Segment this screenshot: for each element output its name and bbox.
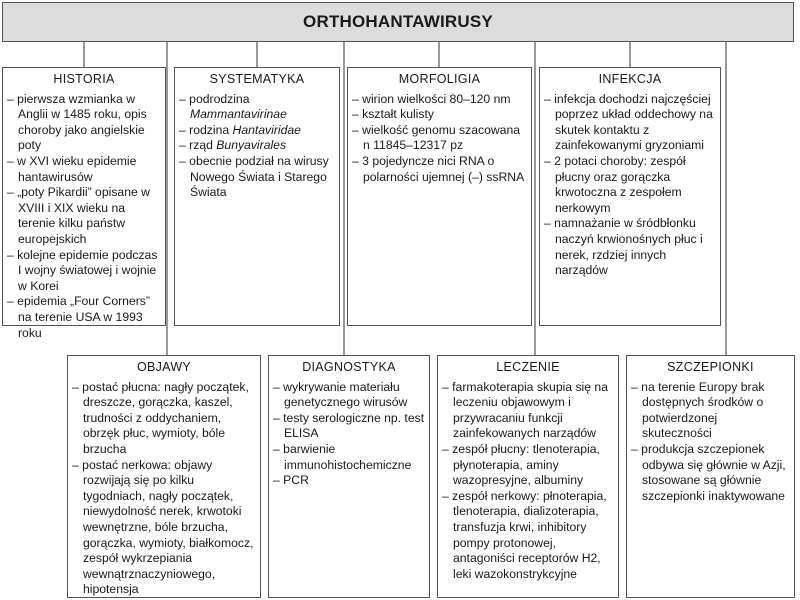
box-szczepionki xyxy=(626,355,795,598)
item-list xyxy=(442,380,614,583)
list-item xyxy=(631,380,790,442)
item-text: kształt kulisty xyxy=(362,107,434,122)
item-list xyxy=(72,380,256,598)
item-text: 3 pojedyncze nici RNA o polarności ujemnej (–) ssRNA xyxy=(362,153,525,184)
item-text: barwienie immunohistochemiczne xyxy=(283,441,412,472)
box-heading: DIAGNOSTYKA xyxy=(302,360,396,374)
item-text: testy serologiczne np. test ELISA xyxy=(283,410,425,441)
list-item xyxy=(7,185,161,247)
list-item xyxy=(544,216,716,278)
item-text: obecnie podział na wirusy Nowego Świata i Starego Świata xyxy=(189,153,329,200)
list-item xyxy=(179,154,335,201)
box-morfologia xyxy=(347,67,532,326)
diagram-title: ORTHOHANTAWIRUSY xyxy=(2,2,794,42)
item-text: wykrywanie materiału genetycznego wirusów xyxy=(283,379,408,410)
box-heading: HISTORIA xyxy=(53,72,115,86)
item-list xyxy=(352,92,527,186)
list-item xyxy=(72,458,256,598)
list-item xyxy=(352,92,527,108)
box-heading: SYSTEMATYKA xyxy=(209,72,305,86)
box-heading: INFEKCJA xyxy=(598,72,662,86)
list-item xyxy=(273,442,425,473)
list-item xyxy=(72,380,256,458)
list-item xyxy=(273,473,425,489)
item-text: podrodzina xyxy=(189,91,250,106)
list-item xyxy=(7,92,161,154)
item-text: wirion wielkości 80–120 nm xyxy=(362,91,511,106)
item-text: zespół płucny: tlenoterapia, płynoterapia, aminy wazopresyjne, albuminy xyxy=(452,441,600,488)
list-item xyxy=(544,92,716,154)
taxon-name: Bunyavirales xyxy=(216,138,287,153)
list-item xyxy=(442,442,614,489)
item-text: pierwsza wzmianka w Anglii w 1485 roku, opis choroby jako angielskie poty xyxy=(17,91,147,153)
list-item xyxy=(7,154,161,185)
taxon-name: Mammantavirinae xyxy=(190,107,287,122)
box-systematyka xyxy=(174,67,340,326)
item-text: rząd xyxy=(189,138,217,153)
item-list xyxy=(7,92,161,342)
list-item xyxy=(631,442,790,504)
box-heading: MORFOLIGIA xyxy=(398,72,481,86)
item-text: na terenie Europy brak dostępnych środków o potwierdzonej skuteczności xyxy=(641,379,765,441)
box-diagnostyka xyxy=(268,355,430,598)
box-historia xyxy=(2,67,166,340)
item-text: „poty Pikardii” opisane w XVIII i XIX wieku na terenie kilku państw europejskich xyxy=(17,185,150,246)
item-text: PCR xyxy=(283,473,309,488)
item-text: kolejne epidemie podczas I wojny światowej i wojnie w Korei xyxy=(17,247,158,293)
list-item xyxy=(352,123,527,154)
list-item xyxy=(179,123,335,139)
list-item xyxy=(442,489,614,583)
item-text: 2 potaci choroby: zespół płucny oraz gorączka krwotoczna z zespołem nerkowym xyxy=(554,153,686,215)
list-item xyxy=(352,107,527,123)
item-text: farmakoterapia skupia się na leczeniu objawowym i przywracaniu funkcji zainfekowanych narządów xyxy=(452,379,608,441)
item-list xyxy=(544,92,716,279)
list-item xyxy=(179,138,335,154)
taxon-name: Hantaviridae xyxy=(232,122,301,137)
box-heading: LECZENIE xyxy=(496,360,560,374)
list-item xyxy=(179,92,335,123)
list-item xyxy=(273,411,425,442)
item-list xyxy=(631,380,790,505)
box-leczenie xyxy=(437,355,619,598)
item-text: namnażanie w śródbłonku naczyń krwionośnych płuc i nerek, rzdziej innych narządów xyxy=(554,216,703,278)
item-text: produkcja szczepionek odbywa się głównie w Azji, stosowane są głównie szczepionki inaktywowane xyxy=(641,441,786,503)
box-infekcja xyxy=(539,67,721,326)
item-text: rodzina xyxy=(189,122,233,137)
item-list xyxy=(179,92,335,201)
item-text: zespół nerkowy: płnoterapia, tlenoterapia, dializoterapia, transfuzja krwi, inhibitory pompy protonowej, antagoniści receptorów H2, leki wazokonstrykcyjne xyxy=(452,488,607,581)
item-text: infekcja dochodzi najczęściej poprzez układ oddechowy na skutek kontaktu z zainfekowanymi gryzoniami xyxy=(554,91,713,153)
list-item xyxy=(442,380,614,442)
item-text: w XVI wieku epidemie hantawirusów xyxy=(17,153,137,184)
item-text: wielkość genomu szacowana n 11845–12317 pz xyxy=(362,122,521,153)
list-item xyxy=(273,380,425,411)
list-item xyxy=(7,294,161,341)
item-text: postać nerkowa: objawy rozwijają się po kilku tygodniach, nagły początek, niewydolność nerek, krwotoki wewnętrzne, bóle brzucha, gorączka, wymioty, białkomocz, zespół wykrzepiania wewnątrznaczyniowego, hipotensja xyxy=(82,457,254,597)
box-objawy xyxy=(67,355,261,598)
box-heading: SZCZEPIONKI xyxy=(667,360,754,374)
list-item xyxy=(7,248,161,295)
list-item xyxy=(544,154,716,216)
box-heading: OBJAWY xyxy=(136,360,192,374)
list-item xyxy=(352,154,527,185)
item-text: postać płucna: nagły początek, dreszcze, gorączka, kaszel, trudności z oddychaniem, obrzęk płuc, wymioty, bóle brzucha xyxy=(82,379,249,456)
item-text: epidemia „Four Corners” na terenie USA w 1993 roku xyxy=(17,294,150,340)
item-list xyxy=(273,380,425,489)
